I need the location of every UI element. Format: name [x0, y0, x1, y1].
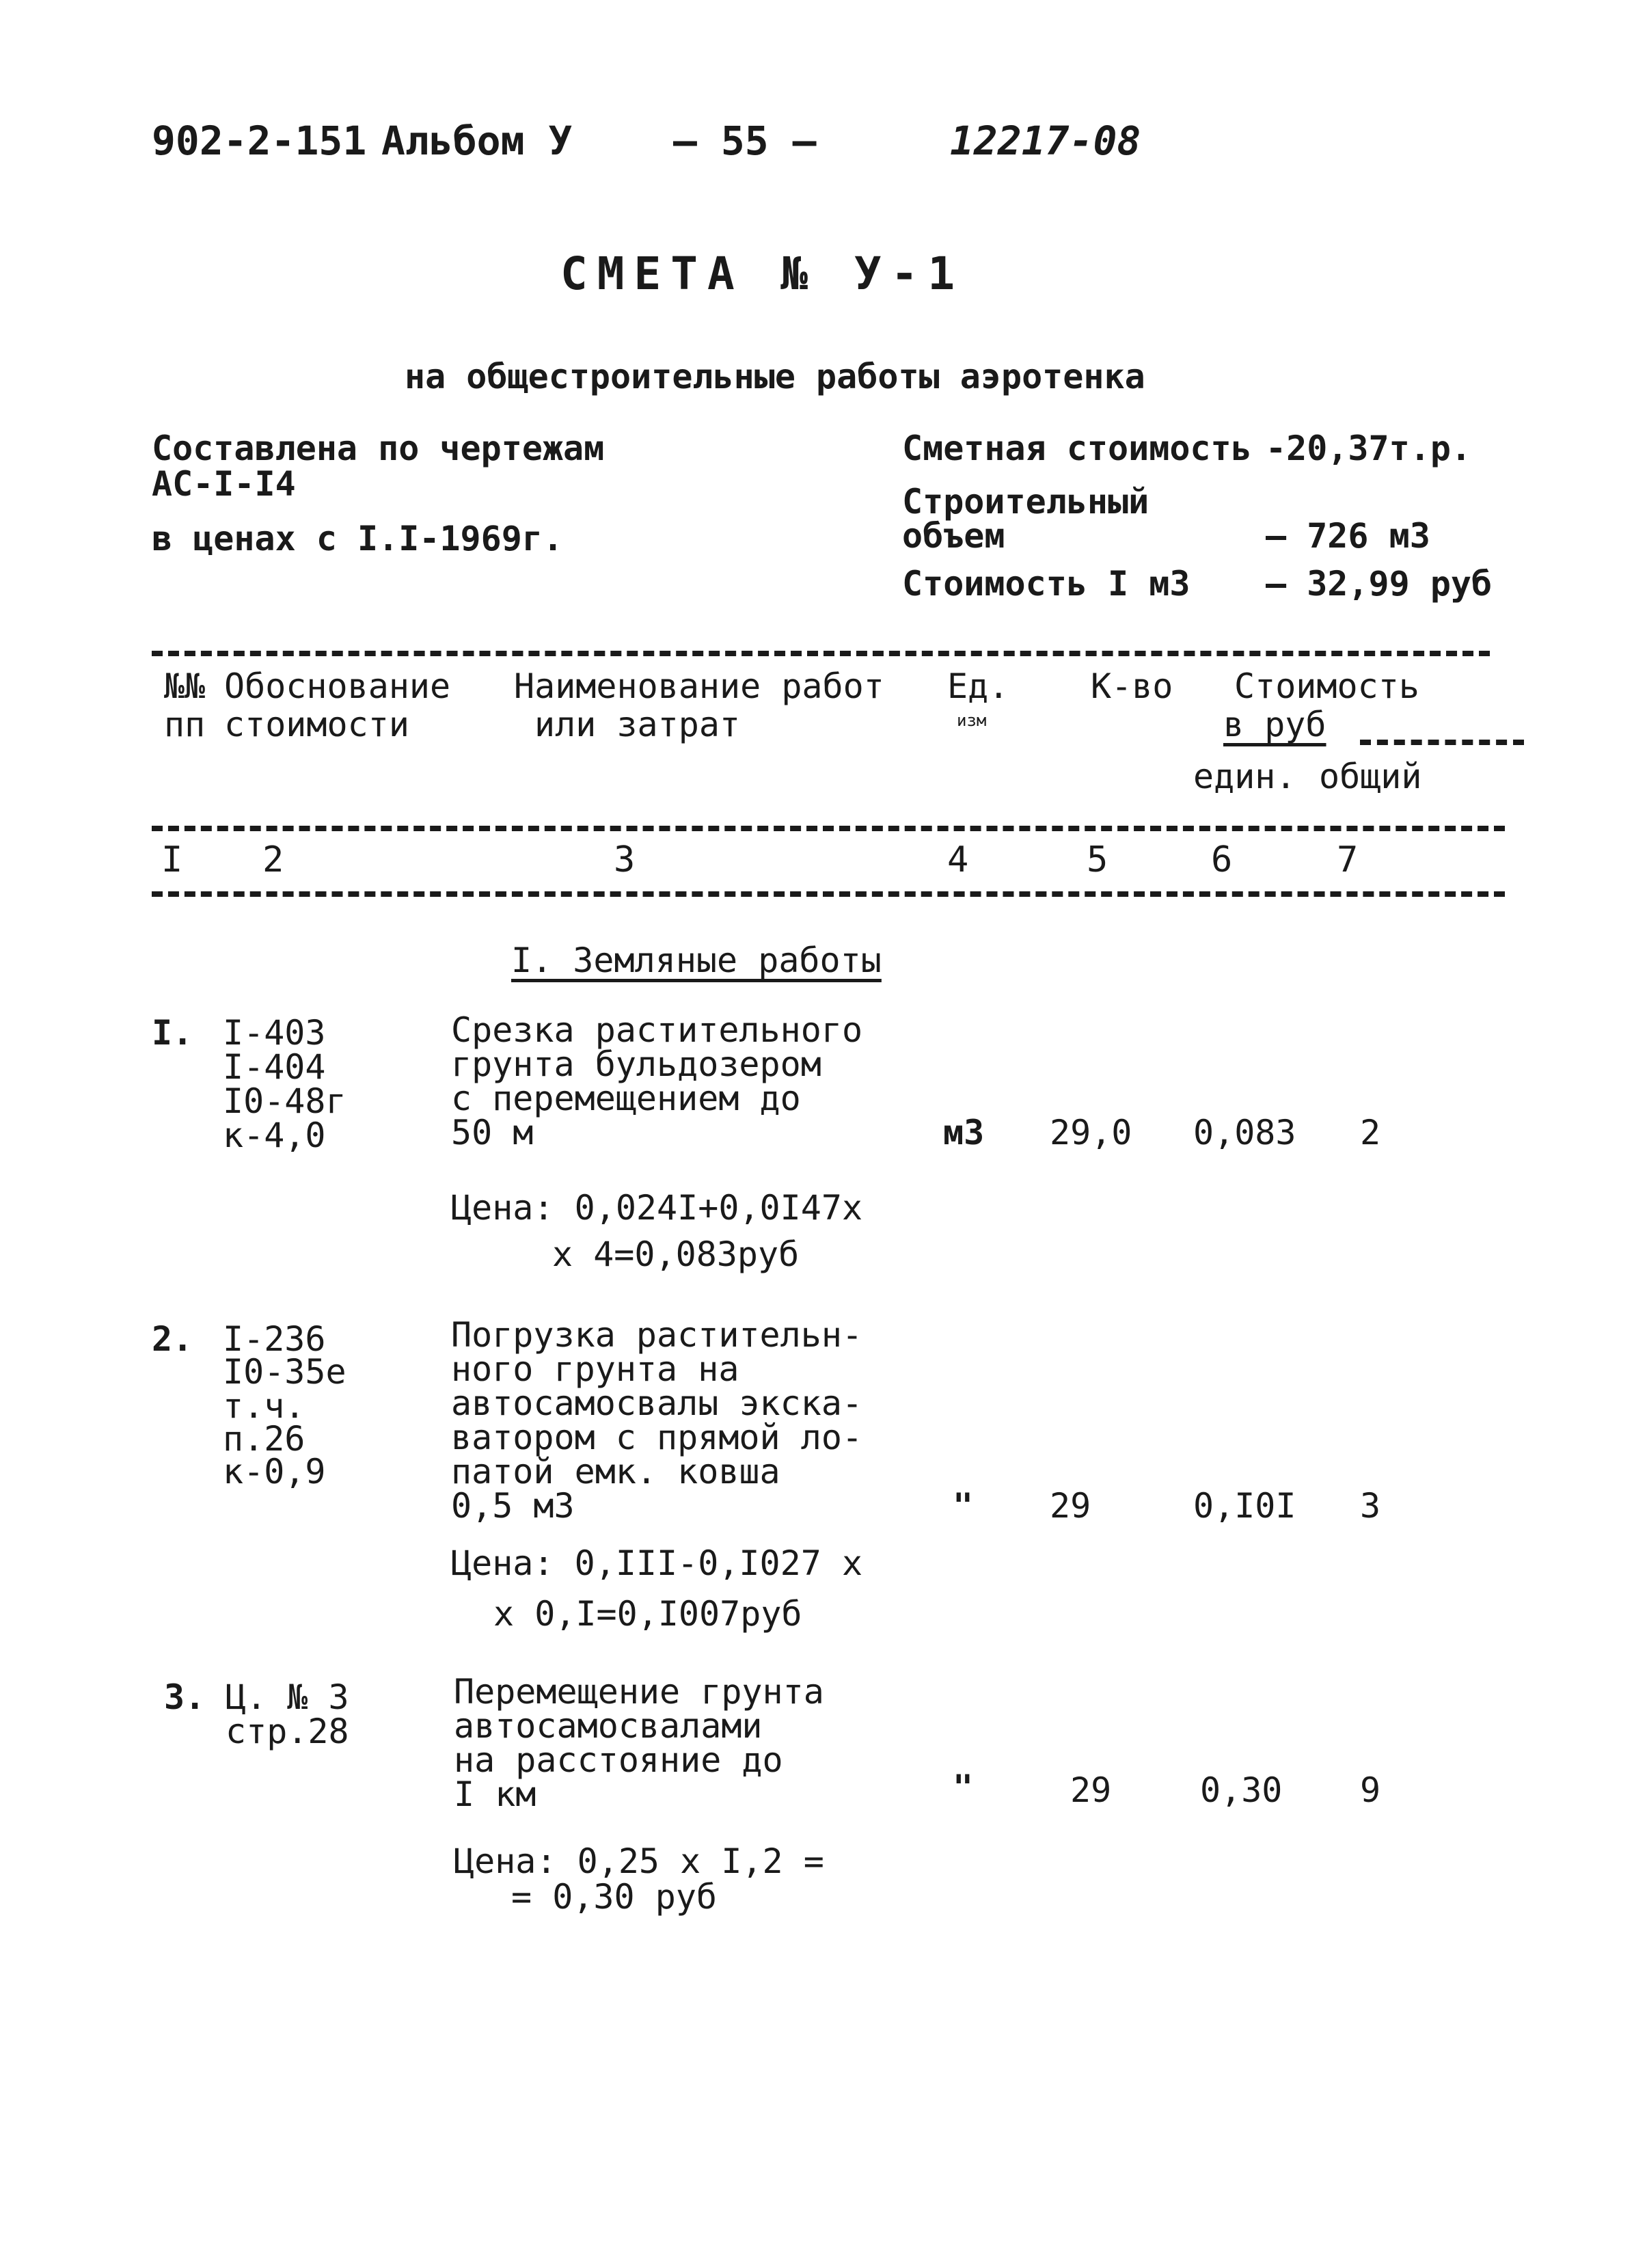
row2-unit: "	[953, 1486, 974, 1526]
col-name-head-2: или затрат	[534, 705, 741, 744]
col-num-head-2: пп	[164, 705, 206, 744]
row1-name-3: с перемещением до	[451, 1079, 801, 1118]
col-name-head-1: Наименование работ	[514, 666, 884, 706]
col-num-head-1: №№	[164, 666, 206, 706]
project-code: 902-2-151	[152, 118, 367, 164]
row2-calc-2: х 0,I=0,I007руб	[493, 1594, 802, 1634]
row2-name-5: патой емк. ковша	[451, 1452, 780, 1491]
row3-name-1: Перемещение грунта	[454, 1672, 824, 1712]
row1-basis-3: I0-48г	[223, 1081, 346, 1121]
page-subtitle: на общестроительные работы аэротенка	[405, 357, 1145, 396]
row1-qty: 29,0	[1050, 1113, 1132, 1152]
col-unit-head-1: Ед.	[947, 666, 1009, 706]
row3-qty: 29	[1070, 1770, 1112, 1810]
row1-basis-2: I-404	[223, 1047, 326, 1087]
col-number-5: 5	[1087, 839, 1108, 880]
row2-calc-1: Цена: 0,III-0,I027 х	[451, 1543, 863, 1583]
unit-cost-label: Стоимость I м3	[902, 564, 1190, 604]
col-number-6: 6	[1211, 839, 1233, 880]
col-basis-head-2: стоимости	[224, 705, 409, 744]
cost-head-rule	[1360, 740, 1524, 745]
col-number-1: I	[161, 839, 183, 880]
document-number: 12217-08	[950, 118, 1141, 164]
row1-name-1: Срезка растительного	[451, 1010, 863, 1050]
page-title: СМЕТА № У-1	[560, 247, 965, 300]
drawings-label: АС-I-I4	[152, 464, 296, 504]
col-cost-head-1: Стоимость	[1234, 666, 1419, 706]
volume-value: – 726 м3	[1266, 516, 1430, 556]
table-top-rule	[152, 651, 1490, 656]
row3-num: 3.	[164, 1677, 206, 1717]
row3-price: 0,30	[1200, 1770, 1283, 1810]
row2-name-4: ватором с прямой ло-	[451, 1418, 863, 1457]
col-cost-head-2: в руб	[1223, 705, 1326, 744]
row2-name-6: 0,5 м3	[451, 1486, 575, 1526]
row2-qty: 29	[1050, 1486, 1091, 1526]
row3-total: 9	[1360, 1770, 1381, 1810]
section-title: I. Земляные работы	[511, 941, 882, 980]
row1-basis-1: I-403	[223, 1013, 326, 1053]
row2-basis-1: I-236	[223, 1319, 326, 1359]
album-label: Альбом У	[381, 118, 573, 164]
unit-cost-value: – 32,99 руб	[1266, 564, 1493, 604]
composed-by-label: Составлена по чертежам	[152, 429, 605, 468]
row1-price: 0,083	[1193, 1113, 1296, 1152]
row1-num: I.	[152, 1013, 193, 1053]
col-unit-price-head: един.	[1193, 757, 1296, 796]
volume-label-1: Строительный	[902, 482, 1149, 522]
row1-total: 2	[1360, 1113, 1381, 1152]
row2-basis-4: п.26	[223, 1419, 305, 1459]
row2-basis-3: т.ч.	[223, 1386, 305, 1426]
row1-name-4: 50 м	[451, 1113, 534, 1152]
row2-basis-5: к-0,9	[223, 1452, 326, 1491]
row1-calc-1: Цена: 0,024I+0,0I47х	[451, 1188, 863, 1228]
col-total-head: общий	[1319, 757, 1422, 796]
row2-name-1: Погрузка растительн-	[451, 1315, 863, 1355]
row3-calc-1: Цена: 0,25 х I,2 =	[454, 1841, 824, 1881]
row1-name-2: грунта бульдозером	[451, 1044, 821, 1084]
row3-name-4: I км	[454, 1774, 536, 1814]
row3-unit: "	[953, 1768, 974, 1807]
row2-name-3: автосамосвалы экска-	[451, 1383, 863, 1423]
row2-price: 0,I0I	[1193, 1486, 1296, 1526]
col-number-2: 2	[262, 839, 284, 880]
estimate-cost-label: Сметная стоимость	[902, 429, 1252, 468]
table-head-rule	[152, 826, 1505, 831]
row3-calc-2: = 0,30 руб	[511, 1877, 718, 1917]
volume-label-2: объем	[902, 516, 1005, 556]
estimate-cost-value: -20,37т.р.	[1266, 429, 1472, 468]
row2-num: 2.	[152, 1319, 193, 1359]
row1-calc-2: х 4=0,083руб	[552, 1234, 800, 1274]
col-unit-head-2: изм	[957, 711, 987, 730]
col-basis-head-1: Обоснование	[224, 666, 451, 706]
row1-basis-4: к-4,0	[223, 1116, 326, 1155]
row3-name-2: автосамосвалами	[454, 1706, 763, 1746]
col-number-7: 7	[1337, 839, 1359, 880]
col-number-3: 3	[614, 839, 636, 880]
prices-label: в ценах с I.I-1969г.	[152, 519, 564, 558]
row3-basis-2: стр.28	[226, 1712, 349, 1751]
row2-total: 3	[1360, 1486, 1381, 1526]
row2-name-2: ного грунта на	[451, 1349, 739, 1389]
row3-basis-1: Ц. № 3	[226, 1677, 349, 1717]
table-numbers-rule	[152, 891, 1505, 897]
col-qty-head: К-во	[1091, 666, 1173, 706]
col-number-4: 4	[947, 839, 969, 880]
row2-basis-2: I0-35е	[223, 1352, 346, 1392]
row1-unit: м3	[943, 1113, 985, 1152]
row3-name-3: на расстояние до	[454, 1740, 783, 1780]
page-number: – 55 –	[673, 118, 817, 164]
